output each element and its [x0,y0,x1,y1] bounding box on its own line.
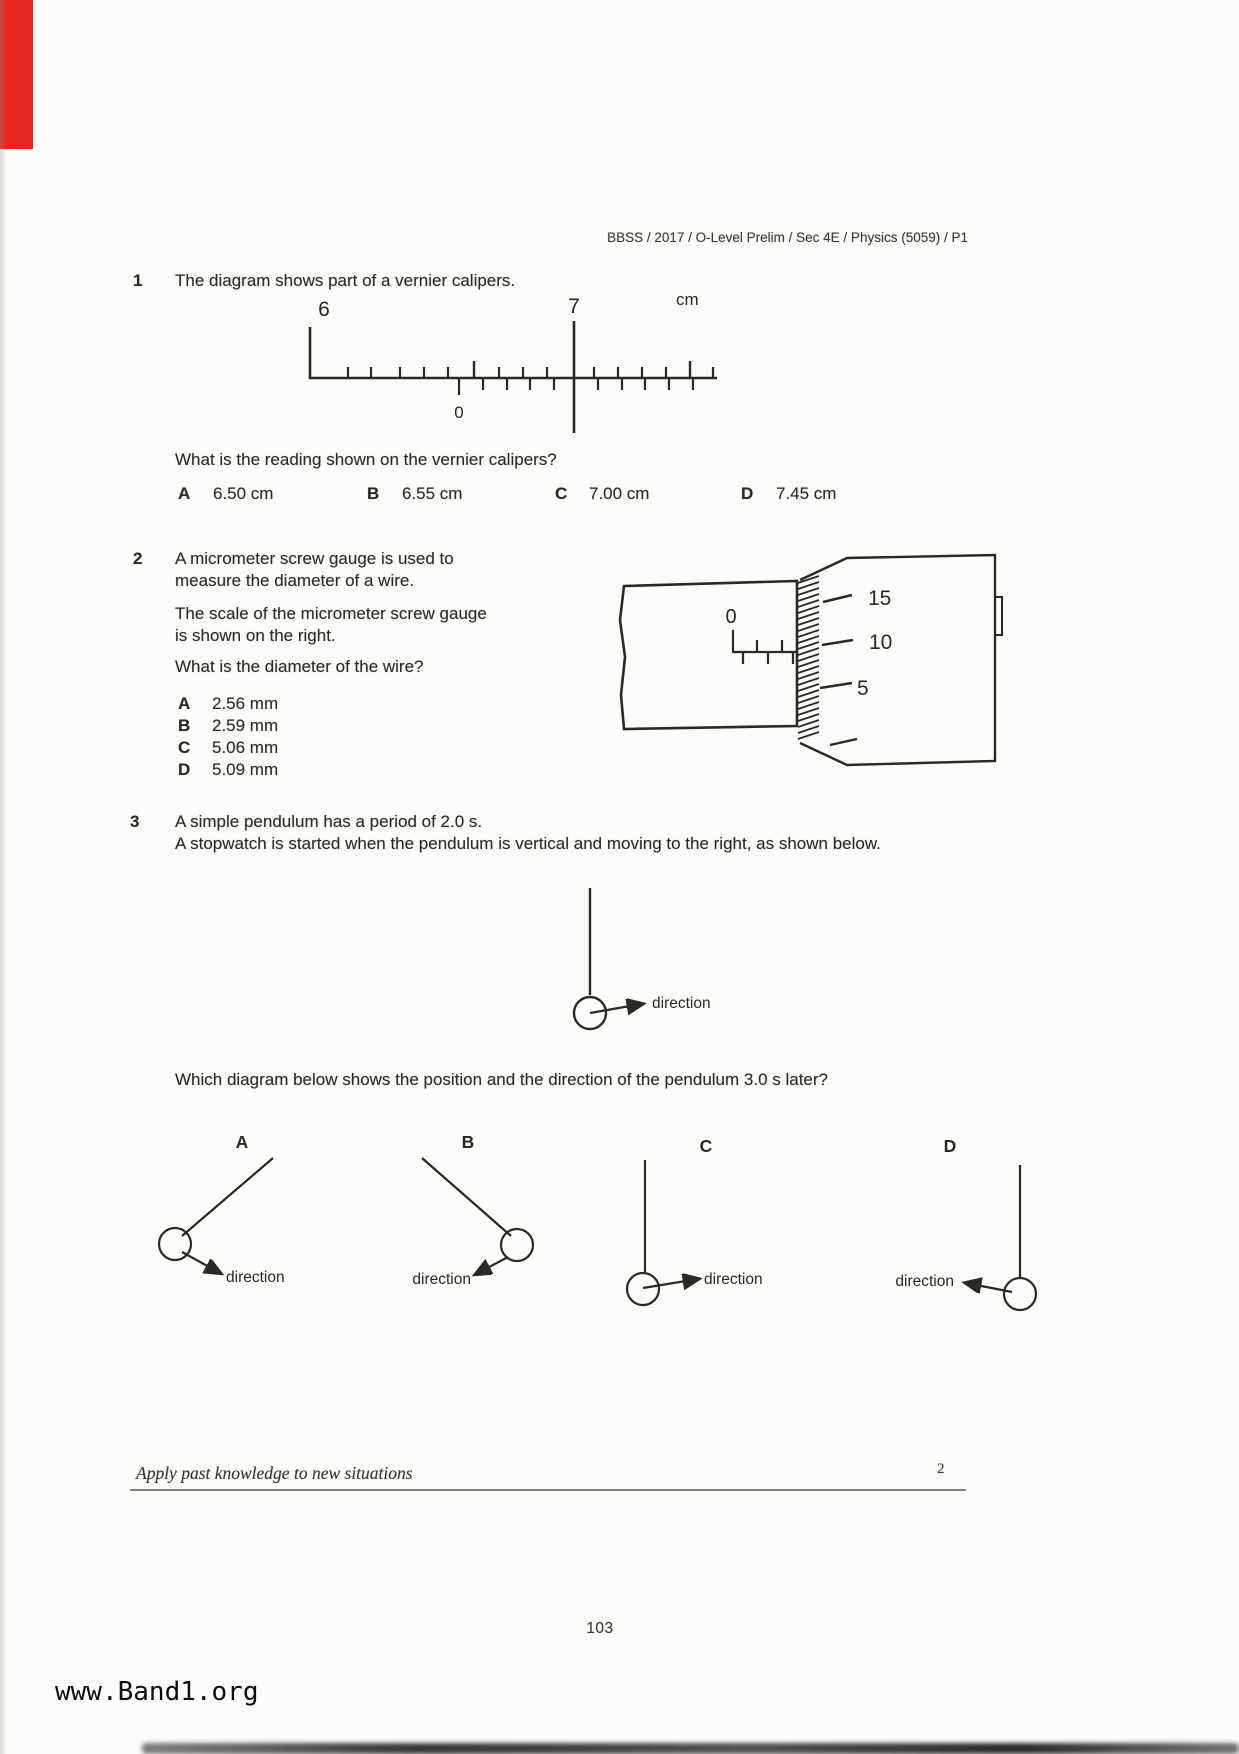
sleeve-datum-scale [732,630,797,664]
micrometer-sleeve-outline [620,581,797,729]
option-d-diagram [895,1136,1036,1310]
q3-number: 3 [130,812,140,831]
option-d-direction-label: direction [895,1273,954,1290]
option-b-direction-label: direction [412,1271,471,1288]
q2-stem-line1: A micrometer screw gauge is used to [175,549,454,568]
option-a-label: A [235,1132,249,1152]
q2-option-a-letter: A [178,694,191,713]
vernier-zero-label: 0 [454,403,464,422]
thimble-scale-label-15: 15 [868,587,892,610]
q1-option-d-letter: D [741,484,754,503]
option-a-string [182,1158,273,1236]
option-a-direction-label: direction [226,1269,285,1286]
option-b-arrow [476,1257,508,1274]
q2-option-d-letter: D [178,760,191,779]
option-c-label: C [699,1136,713,1156]
option-b-diagram [412,1132,533,1288]
thimble-scale-label-10: 10 [869,631,893,654]
q1-option-b-letter: B [367,484,380,503]
q1-number: 1 [133,271,143,290]
q2-option-b-value: 2.59 mm [212,716,279,735]
q3-stem-line2: A stopwatch is started when the pendulum is vertical and moving to the right, as shown below. [175,834,881,853]
q2-option-c-value: 5.06 mm [212,738,279,757]
vernier-scale-ticks [459,378,693,395]
option-c-bob [627,1273,659,1305]
q2-option-c-letter: C [178,738,191,757]
q1-option-d-value: 7.45 cm [776,484,837,503]
q3-prompt: Which diagram below shows the position and the direction of the pendulum 3.0 s later? [175,1070,828,1089]
main-scale-label-6: 6 [318,298,330,321]
direction-arrow [590,1004,642,1013]
q1-option-c-letter: C [555,484,568,503]
main-scale-label-7: 7 [568,295,580,318]
main-scale-tall-ticks [474,361,690,378]
q3-stem-line1: A simple pendulum has a period of 2.0 s. [175,812,483,831]
micrometer-thimble-outline [800,555,995,765]
q1-option-c-value: 7.00 cm [589,484,650,503]
option-a-diagram [159,1132,285,1286]
option-d-bob [1004,1278,1036,1310]
option-c-direction-label: direction [704,1271,763,1288]
label-5-leader-dash [820,683,852,688]
q2-stem-line3: The scale of the micrometer screw gauge [175,604,487,623]
option-b-bob [501,1229,533,1261]
footer-rule [130,1489,966,1491]
micrometer-screw-gauge-diagram [600,545,1012,777]
site-watermark: www.Band1.org [55,1677,259,1707]
label-10-leader-dash [822,640,853,645]
vernier-calipers-diagram [280,285,730,445]
q2-option-b-letter: B [178,716,191,735]
pendulum-answer-options-diagram [140,1122,1100,1322]
main-scale-ticks [348,367,713,378]
bottom-page-number: 103 [586,1620,614,1637]
scan-edge-shade [0,0,7,1754]
page-number: 2 [937,1461,945,1477]
pendulum-start-diagram [540,865,790,1045]
thimble-bottom-dash [830,739,857,745]
option-c-diagram [627,1136,763,1305]
q2-stem-line4: is shown on the right. [175,626,336,645]
q1-option-b-value: 6.55 cm [402,484,463,503]
direction-label: direction [652,995,711,1012]
q2-prompt: What is the diameter of the wire? [175,657,424,676]
q2-stem-line2: measure the diameter of a wire. [175,571,415,590]
label-15-leader-dash [823,595,852,602]
option-a-arrow [182,1252,220,1273]
scan-bottom-band [142,1743,1239,1754]
q1-option-a-letter: A [178,484,191,503]
q2-option-d-value: 5.09 mm [212,760,279,779]
option-c-arrow [643,1279,698,1288]
option-b-label: B [461,1132,475,1152]
unit-label-cm: cm [676,290,699,309]
q2-number: 2 [133,549,143,568]
q2-option-a-value: 2.56 mm [212,694,279,713]
thimble-edge-hatching [798,576,819,739]
q1-stem: The diagram shows part of a vernier calipers. [175,271,516,290]
sleeve-zero-label: 0 [725,606,737,628]
thimble-scale-label-5: 5 [857,677,869,700]
q1-option-a-value: 6.50 cm [213,484,274,503]
exam-header: BBSS / 2017 / O-Level Prelim / Sec 4E / Physics (5059) / P1 [607,230,968,245]
option-d-label: D [943,1136,957,1156]
footer-motto: Apply past knowledge to new situations [136,1463,413,1483]
q1-prompt: What is the reading shown on the vernier calipers? [175,450,557,469]
option-b-string [422,1158,511,1236]
